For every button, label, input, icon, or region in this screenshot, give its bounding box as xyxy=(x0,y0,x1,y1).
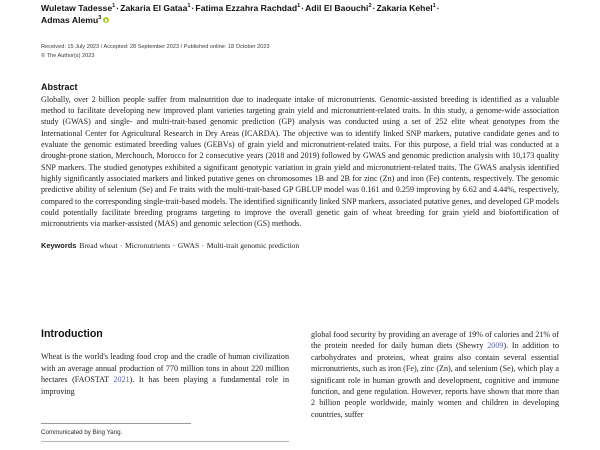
communicated-by-text: Communicated by Bing Yang. xyxy=(41,429,123,436)
intro-right-part1: global food security by providing an average of 19% of calories and 21% of the protein needed for daily human diets (Shewry xyxy=(311,330,559,351)
author-list xyxy=(41,0,559,26)
author-separator: · xyxy=(116,3,120,13)
author-affiliation-marker: 1 xyxy=(112,3,116,10)
keywords-line xyxy=(41,240,559,251)
intro-right-part2: ). In addition to carbohydrates and proteins, wheat grains also contain several essential micronutrients, such as iron (Fe), zinc (Zn), and selenium (Se), which play a significant role in human growth and development, cognitive and immune function, and gene regulation. However, reports have shown that more than 2 billion people worldwide, mainly women and children in developing countries, suffer xyxy=(311,341,560,419)
introduction-heading: Introduction xyxy=(41,328,103,340)
author-separator: · xyxy=(372,3,376,13)
orcid-icon[interactable] xyxy=(103,17,109,23)
keyword-separator: · xyxy=(172,240,176,250)
keyword-item: Multi-trait genomic prediction xyxy=(206,240,300,250)
author-name: Fatima Ezzahra Rachdad xyxy=(195,3,298,13)
author-separator: · xyxy=(191,3,195,13)
footnote-block xyxy=(41,423,289,442)
paper-header-block xyxy=(41,0,559,251)
author-affiliation-marker: 3 xyxy=(98,15,102,22)
copyright-line: © The Author(s) 2023 xyxy=(41,53,95,59)
author-name: Zakaria Kehel xyxy=(376,3,433,13)
abstract-heading: Abstract xyxy=(41,81,78,92)
introduction-left-column xyxy=(41,329,289,397)
introduction-right-column xyxy=(311,329,559,420)
keyword-item: GWAS xyxy=(177,240,200,250)
keyword-item: Micronutrients xyxy=(125,240,171,250)
intro-left-part2: ). It has been playing a fundamental role in improving xyxy=(41,375,289,396)
citation-link-faostat[interactable]: 2021 xyxy=(113,375,130,385)
author-affiliation-marker: 2 xyxy=(368,3,372,10)
publication-dates xyxy=(41,43,559,60)
author-affiliation-marker: 1 xyxy=(187,3,191,10)
dates-line: Received: 15 July 2023 / Accepted: 28 September 2023 / Published online: 18 October 2023 xyxy=(41,44,270,51)
author-affiliation-marker: 1 xyxy=(432,3,436,10)
keyword-item: Bread wheat xyxy=(79,240,118,250)
footnote-divider xyxy=(41,423,191,424)
keyword-separator: · xyxy=(120,240,123,250)
author-separator: · xyxy=(301,3,305,13)
keywords-label: Keywords xyxy=(41,240,77,250)
author-name: Admas Alemu xyxy=(41,15,99,26)
keyword-separator: · xyxy=(201,240,205,250)
introduction-left-text xyxy=(41,351,289,397)
author-name: Zakaria El Gataa xyxy=(120,3,188,13)
footnote-divider-bottom xyxy=(41,441,289,442)
author-separator: · xyxy=(436,3,440,13)
author-name: Wuletaw Tadesse xyxy=(41,3,113,13)
author-affiliation-marker: 1 xyxy=(297,3,301,10)
author-name: Adil El Baouchi xyxy=(305,3,369,13)
introduction-right-text xyxy=(311,329,559,420)
abstract-text: Globally, over 2 billion people suffer from malnutrition due to inadequate intake of micronutrients. Genomic-assisted breeding is identified as a valuable method to facilitate developing new improved plant varieties targeting grain yield and micronutrient-related traits. In this study, a genome-wide association study (GWAS) and single- and multi-trait-based genomic prediction (GP) analysis was conducted using a set of 252 elite wheat genotypes from the International Center for Agricultural Research in Dry Areas (ICARDA). The objective was to identify linked SNP markers, putative candidate genes and to evaluate the genomic estimated breeding values (GEBVs) of grain yield and micronutrient-related traits. For this purpose, a field trial was conducted at a drought-prone station, Merchouch, Morocco for 2 consecutive years (2018 and 2019) followed by GWAS and genomic prediction analysis with 10,173 quality SNP markers. The studied genotypes exhibited a significant genotypic variation in grain yield and micronutrient-related traits. The GWAS analysis identified highly significantly associated markers and linked putative genes on chromosomes 1B and 2B for zinc (Zn) and iron (Fe) contents, respectively. The genomic predictive ability of selenium (Se) and Fe traits with the multi-trait-based GP GBLUP model was 0.161 and 0.259 improving by 6.62 and 4.44%, respectively, compared to the corresponding single-trait-based models. The identified significantly linked SNP markers, associated putative genes, and developed GP models could potentially facilitate breeding programs targeting to improve the overall genetic gain of wheat breeding for grain yield and biofortification of micronutrients via marker-assisted (MAS) and genomic selection (GS) methods. xyxy=(41,94,559,229)
intro-left-part1: Wheat is the world's leading food crop and the cradle of human civilization with an average annual production of 770 million tons in about 220 million hectares (FAOSTAT xyxy=(41,352,289,385)
citation-link-shewry[interactable]: 2009 xyxy=(487,341,504,351)
